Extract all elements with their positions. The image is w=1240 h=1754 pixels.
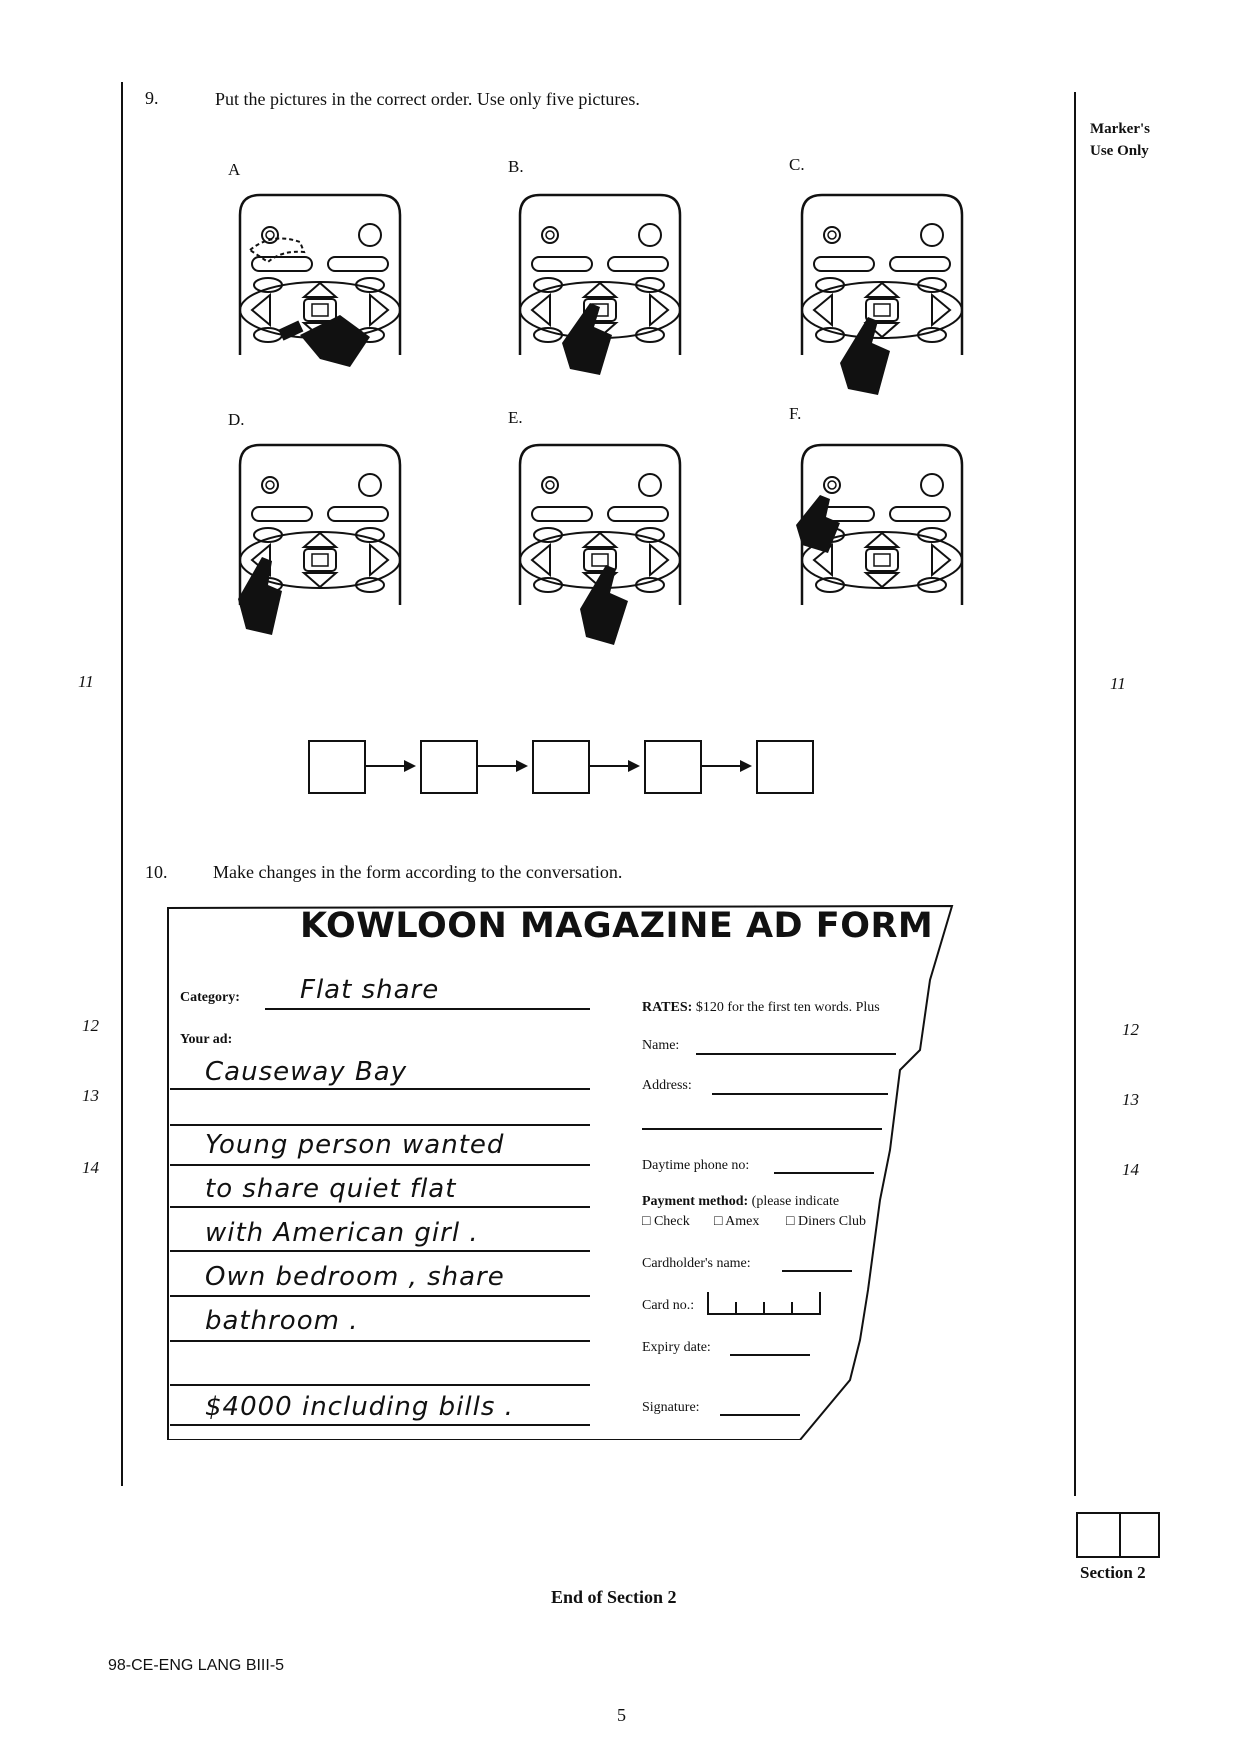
ad-rule-9	[170, 1424, 590, 1426]
remote-picture-c	[792, 185, 972, 415]
payment-option-diners[interactable]: □ Diners Club	[786, 1214, 867, 1229]
ad-rule-4	[170, 1206, 590, 1208]
margin-number-13-right: 13	[1122, 1090, 1139, 1109]
q10-instruction: Make changes in the form according to the conversation.	[213, 862, 623, 882]
payment-label: Payment method:	[642, 1194, 749, 1209]
category-line	[265, 1008, 590, 1010]
arrow-1	[364, 765, 404, 767]
payment-hint: (please indicate	[751, 1194, 840, 1209]
ad-rule-3	[170, 1164, 590, 1166]
ad-line-6[interactable]: Own bedroom , share	[205, 1262, 505, 1292]
arrow-head-4	[740, 760, 752, 772]
right-margin-rule	[1074, 92, 1076, 1496]
your-ad-label: Your ad:	[180, 1032, 233, 1047]
ad-form-title: KOWLOON MAGAZINE AD FORM	[300, 906, 934, 946]
ad-form-border	[160, 900, 960, 1440]
margin-number-12-right: 12	[1122, 1020, 1139, 1039]
paper-code: 98-CE-ENG LANG BIII-5	[108, 1657, 285, 1674]
cardholder-line	[782, 1270, 852, 1272]
expiry-line	[730, 1354, 810, 1356]
ad-line-3[interactable]: Young person wanted	[205, 1130, 505, 1160]
ad-line-4[interactable]: to share quiet flat	[205, 1174, 457, 1204]
ad-line-9[interactable]: $4000 including bills .	[205, 1392, 514, 1422]
answer-box-3[interactable]	[532, 740, 590, 794]
address-line-2	[642, 1128, 882, 1130]
q10-number: 10.	[145, 862, 168, 882]
margin-number-11-left: 11	[78, 672, 94, 691]
arrow-2	[476, 765, 516, 767]
card-no-label: Card no.:	[642, 1298, 695, 1313]
markers-use-line2: Use Only	[1090, 143, 1149, 159]
remote-picture-e	[510, 435, 690, 665]
payment-option-amex[interactable]: □ Amex	[714, 1214, 760, 1229]
picture-label-d: D.	[228, 410, 245, 429]
margin-number-14-right: 14	[1122, 1160, 1139, 1179]
category-value[interactable]: Flat share	[300, 975, 440, 1005]
signature-line	[720, 1414, 800, 1416]
picture-label-f: F.	[789, 404, 802, 423]
ad-line-1[interactable]: Causeway Bay	[205, 1057, 408, 1087]
ad-line-5[interactable]: with American girl .	[205, 1218, 479, 1248]
remote-picture-d	[230, 435, 410, 665]
picture-label-e: E.	[508, 408, 523, 427]
q9-number: 9.	[145, 88, 159, 108]
ad-rule-1	[170, 1088, 590, 1090]
phone-label: Daytime phone no:	[642, 1158, 750, 1173]
margin-number-11-right: 11	[1110, 674, 1126, 693]
hand-icon	[840, 317, 890, 395]
arrow-head-3	[628, 760, 640, 772]
name-line	[696, 1053, 896, 1055]
remote-picture-b	[510, 185, 690, 415]
phone-line	[774, 1172, 874, 1174]
q9-instruction: Put the pictures in the correct order. Use only five pictures.	[215, 89, 640, 109]
section-score-box[interactable]	[1076, 1512, 1160, 1558]
rates-text	[642, 1000, 880, 1016]
picture-label-a: A	[228, 160, 241, 179]
card-no-boxes[interactable]	[706, 1290, 822, 1316]
picture-label-b: B.	[508, 157, 524, 176]
margin-number-14-left: 14	[82, 1158, 99, 1177]
name-label: Name:	[642, 1038, 680, 1053]
hand-icon	[562, 303, 612, 375]
ad-line-7[interactable]: bathroom .	[205, 1306, 359, 1336]
signature-label: Signature:	[642, 1400, 700, 1415]
remote-picture-a	[230, 185, 410, 415]
left-margin-rule	[121, 82, 123, 1486]
ad-rule-6	[170, 1295, 590, 1297]
answer-box-1[interactable]	[308, 740, 366, 794]
picture-label-c: C.	[789, 155, 805, 174]
answer-box-4[interactable]	[644, 740, 702, 794]
rates-label: RATES:	[642, 1000, 693, 1015]
ad-rule-7	[170, 1340, 590, 1342]
arrow-3	[588, 765, 628, 767]
payment-option-check[interactable]: □ Check	[642, 1214, 690, 1229]
markers-use-line1: Marker's	[1090, 121, 1150, 137]
remote-picture-f	[792, 435, 972, 665]
markers-use-only	[1090, 118, 1210, 162]
cardholder-label: Cardholder's name:	[642, 1256, 751, 1271]
ad-rule-5	[170, 1250, 590, 1252]
ad-rule-8	[170, 1384, 590, 1386]
section-2-label: Section 2	[1080, 1563, 1146, 1582]
address-label: Address:	[642, 1078, 692, 1093]
rates-value: $120 for the first ten words. Plus	[695, 1000, 880, 1015]
margin-number-13-left: 13	[82, 1086, 99, 1105]
answer-box-2[interactable]	[420, 740, 478, 794]
arrow-head-1	[404, 760, 416, 772]
answer-box-5[interactable]	[756, 740, 814, 794]
expiry-label: Expiry date:	[642, 1340, 711, 1355]
margin-number-12-left: 12	[82, 1016, 99, 1035]
ad-rule-2	[170, 1124, 590, 1126]
arrow-head-2	[516, 760, 528, 772]
payment-method	[642, 1194, 839, 1210]
score-box-divider	[1119, 1514, 1121, 1558]
arrow-4	[700, 765, 740, 767]
category-label: Category:	[180, 990, 240, 1005]
end-of-section: End of Section 2	[551, 1587, 677, 1607]
page-number: 5	[617, 1705, 626, 1725]
address-line-1	[712, 1093, 888, 1095]
